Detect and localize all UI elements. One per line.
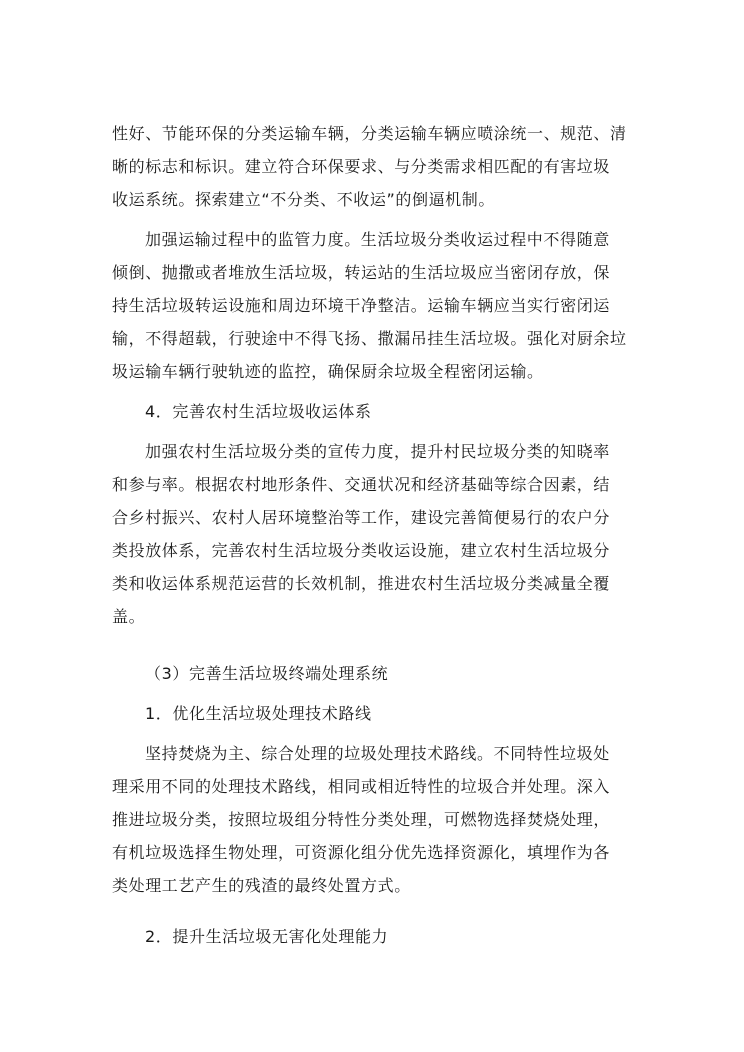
section-heading: 4．完善农村生活垃圾收运体系 (145, 402, 372, 421)
text-line: 合乡村振兴、农村人居环境整治等工作，建设完善简便易行的农户分 (112, 508, 611, 527)
text-line: 有机垃圾选择生物处理，可资源化组分优先选择资源化，填埋作为各 (112, 843, 611, 862)
text-line: 类投放体系，完善农村生活垃圾分类收运设施，建立农村生活垃圾分 (112, 541, 611, 560)
section-heading: 1．优化生活垃圾处理技术路线 (145, 704, 372, 723)
section-heading: （3）完善生活垃圾终端处理系统 (145, 664, 389, 683)
text-line: 圾运输车辆行驶轨迹的监控，确保厨余垃圾全程密闭运输。 (112, 362, 544, 381)
section-heading: 2．提升生活垃圾无害化处理能力 (145, 927, 389, 946)
text-line: 持生活垃圾转运设施和周边环境干净整洁。运输车辆应当实行密闭运 (112, 296, 611, 315)
text-line: 输，不得超载，行驶途中不得飞扬、撒漏吊挂生活垃圾。强化对厨余垃 (112, 329, 627, 348)
text-line: 加强农村生活垃圾分类的宣传力度，提升村民垃圾分类的知晓率 (145, 442, 610, 461)
text-line: 理采用不同的处理技术路线，相同或相近特性的垃圾合并处理。深入 (112, 777, 611, 796)
text-line: 类处理工艺产生的残渣的最终处置方式。 (112, 876, 411, 895)
text-line: 加强运输过程中的监管力度。生活垃圾分类收运过程中不得随意 (145, 230, 610, 249)
text-line: 倾倒、抛撒或者堆放生活垃圾，转运站的生活垃圾应当密闭存放，保 (112, 263, 611, 282)
text-line: 和参与率。根据农村地形条件、交通状况和经济基础等综合因素，结 (112, 475, 611, 494)
text-line: 盖。 (112, 607, 146, 626)
text-line: 收运系统。探索建立“不分类、不收运”的倒逼机制。 (112, 190, 495, 209)
text-line: 性好、节能环保的分类运输车辆，分类运输车辆应喷涂统一、规范、清 (112, 124, 627, 143)
text-line: 晰的标志和标识。建立符合环保要求、与分类需求相匹配的有害垃圾 (112, 157, 611, 176)
text-line: 坚持焚烧为主、综合处理的垃圾处理技术路线。不同特性垃圾处 (145, 744, 610, 763)
text-line: 推进垃圾分类，按照垃圾组分特性分类处理，可燃物选择焚烧处理， (112, 810, 611, 829)
text-line: 类和收运体系规范运营的长效机制，推进农村生活垃圾分类减量全覆 (112, 574, 611, 593)
